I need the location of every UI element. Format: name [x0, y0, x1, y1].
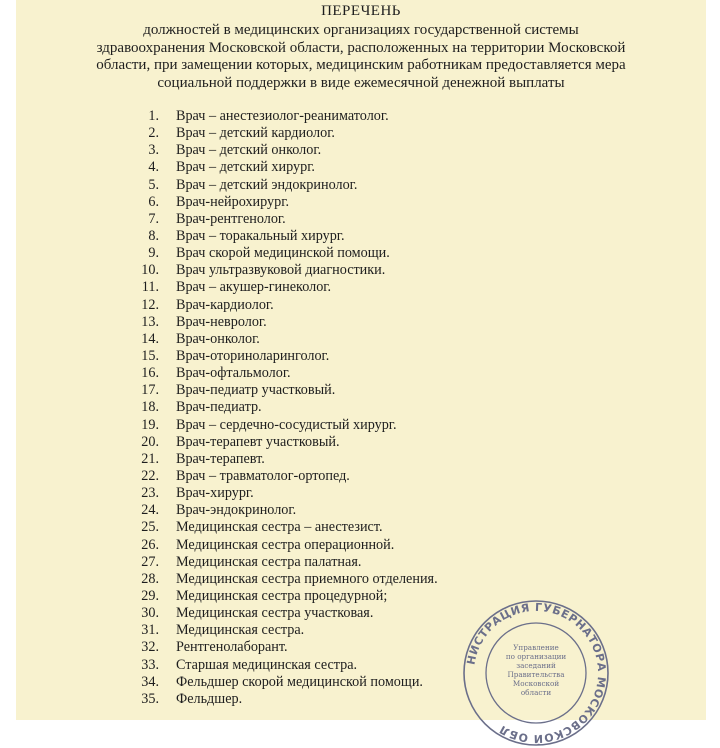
list-item: [126, 399, 586, 416]
list-item-text: Врач-хирург.: [176, 485, 254, 502]
list-item-number: 2.: [148, 125, 159, 142]
list-item-number: 29.: [141, 587, 159, 604]
list-item-number: 3.: [148, 142, 159, 159]
list-item-text: Врач – сердечно-сосудистый хирург.: [176, 416, 397, 433]
list-item-number: 1.: [148, 108, 159, 124]
list-item: [126, 365, 586, 382]
list-item-text: Медицинская сестра палатная.: [176, 553, 362, 570]
list-item-number: 8.: [148, 227, 159, 244]
document-heading: [16, 22, 706, 92]
document-page: [16, 0, 706, 746]
list-item-number: 10.: [141, 262, 159, 279]
list-item-text: Врач-рентгенолог.: [176, 210, 286, 227]
stamp-inner-line: Правительства: [507, 670, 565, 679]
list-item-text: Врач – торакальный хирург.: [176, 227, 345, 244]
list-item-number: 4.: [148, 159, 159, 176]
list-item: [126, 159, 586, 176]
list-item-number: 28.: [141, 570, 159, 587]
list-item-text: Медицинская сестра.: [176, 622, 305, 639]
stamp-inner-line: Московской: [512, 679, 560, 688]
list-item: [126, 108, 586, 125]
list-item-text: Врач – анестезиолог-реаниматолог.: [176, 108, 389, 124]
list-item-text: Врач-эндокринолог.: [176, 502, 297, 519]
list-item: [126, 485, 586, 502]
list-item-text: Врач-кардиолог.: [176, 296, 274, 313]
list-item: [126, 262, 586, 279]
list-item-text: Врач-терапевт участковый.: [176, 433, 340, 450]
list-item-number: 6.: [148, 193, 159, 210]
list-item: [126, 554, 586, 571]
list-item-number: 30.: [141, 605, 159, 622]
list-item: [126, 142, 586, 159]
list-item-text: Медицинская сестра приемного отделения.: [176, 570, 438, 587]
list-item: [126, 331, 586, 348]
list-item: [126, 194, 586, 211]
list-item-number: 13.: [141, 313, 159, 330]
list-item-text: Фельдшер скорой медицинской помощи.: [176, 673, 423, 690]
official-stamp: [461, 598, 611, 748]
list-item-text: Врач-офтальмолог.: [176, 365, 291, 382]
list-item: [126, 348, 586, 365]
list-item-number: 33.: [141, 656, 159, 673]
list-item: [126, 314, 586, 331]
stamp-inner-line: области: [520, 688, 552, 697]
list-item-text: Врач скорой медицинской помощи.: [176, 245, 390, 262]
list-item-text: Медицинская сестра операционной.: [176, 536, 395, 553]
list-item-number: 11.: [141, 279, 159, 296]
list-item: [126, 571, 586, 588]
heading-line: должностей в медицинских организациях государственной системы: [143, 22, 579, 38]
list-item-text: Медицинская сестра процедурной;: [176, 587, 388, 604]
list-item-text: Медицинская сестра – анестезист.: [176, 519, 383, 536]
list-item: [126, 297, 586, 314]
list-item-number: 22.: [141, 467, 159, 484]
list-item-text: Врач-невролог.: [176, 313, 267, 330]
list-item-number: 19.: [141, 416, 159, 433]
list-item-number: 31.: [141, 622, 159, 639]
list-item-number: 34.: [141, 673, 159, 690]
list-item-text: Врач-оториноларинголог.: [176, 347, 330, 364]
list-item-text: Рентгенолаборант.: [176, 639, 288, 656]
stamp-inner-line: заседаний: [516, 661, 556, 670]
list-item: [126, 502, 586, 519]
list-item-text: Медицинская сестра участковая.: [176, 605, 374, 622]
list-item: [126, 177, 586, 194]
list-item-number: 32.: [141, 639, 159, 656]
list-item: [126, 279, 586, 296]
list-item-number: 24.: [141, 502, 159, 519]
list-item-text: Врач – травматолог-ортопед.: [176, 467, 350, 484]
list-item-text: Врач – детский эндокринолог.: [176, 176, 358, 193]
list-item: [126, 451, 586, 468]
stamp-inner-line: по организации: [505, 652, 567, 661]
list-item: [126, 211, 586, 228]
list-item-text: Врач-нейрохирург.: [176, 193, 290, 210]
list-item: [126, 417, 586, 434]
list-item-number: 18.: [141, 399, 159, 416]
list-item-number: 9.: [148, 245, 159, 262]
document-title: ПЕРЕЧЕНЬ: [321, 3, 401, 19]
list-item-number: 20.: [141, 433, 159, 450]
list-item: [126, 245, 586, 262]
list-item-text: Врач – детский хирург.: [176, 159, 315, 176]
list-item: [126, 228, 586, 245]
list-item-text: Врач – детский кардиолог.: [176, 125, 335, 142]
heading-line: области, при замещении которых, медицинским работникам предоставляется мера: [96, 57, 626, 73]
list-item-number: 12.: [141, 296, 159, 313]
list-item-number: 5.: [148, 176, 159, 193]
list-item-text: Врач – акушер-гинеколог.: [176, 279, 332, 296]
list-item-text: Врач-терапевт.: [176, 450, 265, 467]
list-item-number: 23.: [141, 485, 159, 502]
list-item-number: 15.: [141, 347, 159, 364]
heading-line: социальной поддержки в виде ежемесячной денежной выплаты: [157, 74, 565, 91]
list-item-number: 27.: [141, 553, 159, 570]
list-item-text: Врач ультразвуковой диагностики.: [176, 262, 386, 279]
list-item: [126, 519, 586, 536]
list-item-number: 14.: [141, 330, 159, 347]
list-item-text: Врач-педиатр участковый.: [176, 382, 336, 399]
list-item: [126, 434, 586, 451]
list-item-number: 35.: [141, 690, 159, 707]
list-item-text: Врач – детский онколог.: [176, 142, 322, 159]
list-item-text: Фельдшер.: [176, 690, 243, 707]
heading-line: здравоохранения Московской области, расположенных на территории Московской: [96, 39, 626, 56]
list-item-number: 26.: [141, 536, 159, 553]
list-item-text: Врач-онколог.: [176, 330, 260, 347]
stamp-outer-text: НИСТРАЦИЯ ГУБЕРНАТОРА МОСКОВСКОЙ ОБЛ: [464, 600, 609, 746]
list-item: [126, 468, 586, 485]
list-item: [126, 537, 586, 554]
stamp-inner-line: Управление: [513, 643, 559, 652]
list-item-text: Врач-педиатр.: [176, 399, 262, 416]
list-item-number: 25.: [141, 519, 159, 536]
list-item-number: 16.: [141, 365, 159, 382]
list-item-number: 17.: [141, 382, 159, 399]
list-item: [126, 125, 586, 142]
list-item-text: Старшая медицинская сестра.: [176, 656, 358, 673]
list-item: [126, 382, 586, 399]
list-item-number: 7.: [148, 210, 159, 227]
list-item-number: 21.: [141, 450, 159, 467]
